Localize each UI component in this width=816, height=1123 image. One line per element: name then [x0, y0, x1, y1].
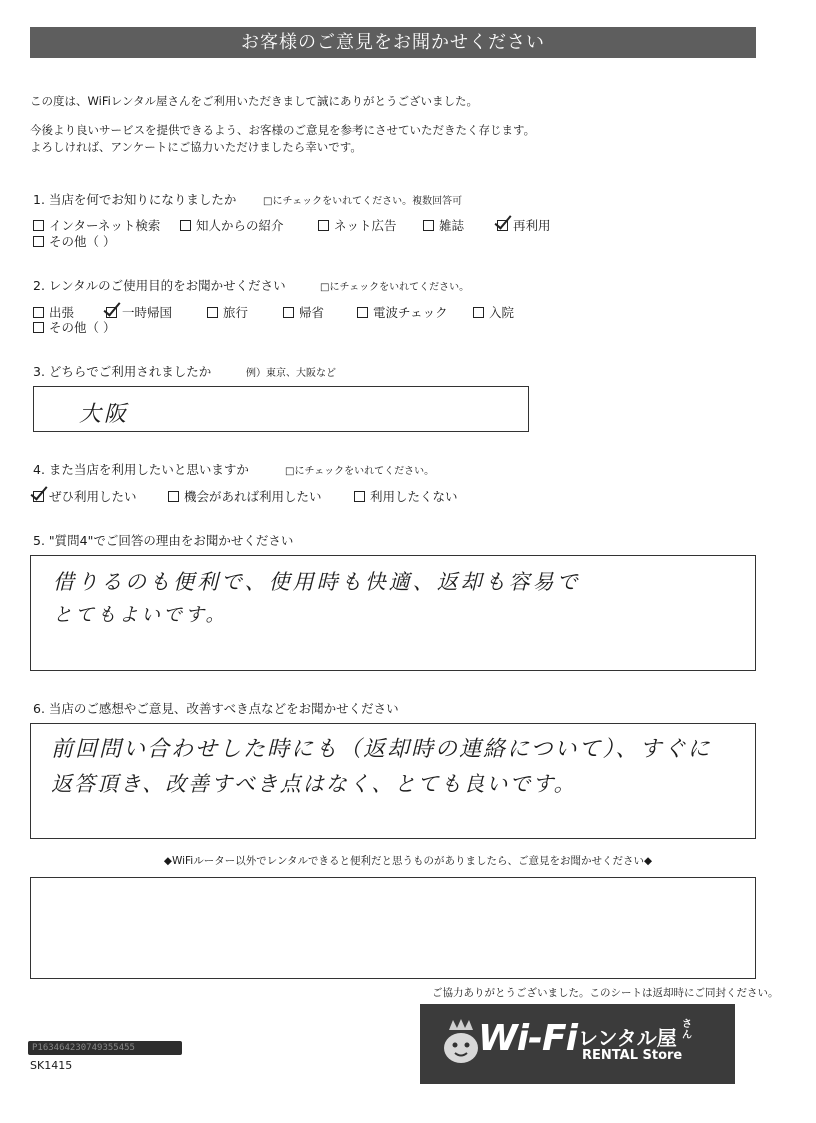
- q6-answer-line-2: 返答頂き、改善すべき点はなく、とても良いです。: [51, 772, 577, 796]
- intro-line-2: 今後より良いサービスを提供できるよう、お客様のご意見を参考にさせていただきたく存じます。: [30, 123, 536, 137]
- logo-wifi-text: Wi-Fi: [478, 1018, 577, 1059]
- checkbox-icon[interactable]: [33, 220, 44, 231]
- logo-san-text: さん: [682, 1019, 692, 1041]
- serial-number: P163464230749355455: [28, 1041, 182, 1055]
- q2-label: 2. レンタルのご使用目的をお聞かせください: [33, 278, 286, 293]
- checkbox-icon[interactable]: [283, 307, 294, 318]
- q4-option-no[interactable]: 利用したくない: [354, 487, 458, 505]
- q1-option-other[interactable]: その他（ ）: [33, 232, 115, 250]
- q1-option-referral[interactable]: 知人からの紹介: [180, 216, 284, 234]
- q2-option-travel[interactable]: 旅行: [207, 303, 248, 321]
- logo-english-text: RENTAL Store: [582, 1048, 683, 1063]
- thanks-note: ご協力ありがとうございました。このシートは返却時にご同封ください。: [432, 987, 779, 999]
- checkbox-checked-icon[interactable]: [497, 220, 508, 231]
- q3-answer-text: 大阪: [79, 402, 130, 427]
- checkbox-icon[interactable]: [168, 491, 179, 502]
- q3-note: 例）東京、大阪など: [246, 368, 336, 379]
- checkbox-icon[interactable]: [357, 307, 368, 318]
- q6-answer-line-1: 前回問い合わせした時にも（返却時の連絡について）、すぐに: [51, 737, 712, 762]
- q4-label: 4. また当店を利用したいと思いますか: [33, 462, 249, 477]
- q2-option-hospital[interactable]: 入院: [473, 303, 514, 321]
- checkbox-icon[interactable]: [33, 236, 44, 247]
- q6-label: 6. 当店のご感想やご意見、改善すべき点などをお聞かせください: [33, 701, 399, 716]
- checkbox-checked-icon[interactable]: [33, 491, 44, 502]
- checkbox-icon[interactable]: [354, 491, 365, 502]
- q2-option-signal-check[interactable]: 電波チェック: [357, 303, 448, 321]
- q1-label: 1. 当店を何でお知りになりましたか: [33, 192, 237, 207]
- intro-line-3: よろしければ、アンケートにご協力いただけましたら幸いです。: [30, 140, 362, 154]
- q2-option-business[interactable]: 出張: [33, 303, 74, 321]
- q5-answer-line-1: 借りるのも便利で、使用時も快適、返却も容易で: [53, 570, 581, 594]
- q1-option-internet[interactable]: インターネット検索: [33, 216, 160, 234]
- intro-line-1: この度は、WiFiレンタル屋さんをご利用いただきまして誠にありがとうございました。: [30, 94, 479, 108]
- q2-option-other[interactable]: その他（ ）: [33, 318, 115, 336]
- checkbox-icon[interactable]: [33, 307, 44, 318]
- q5-label: 5. "質問4"でご回答の理由をお聞かせください: [33, 533, 294, 548]
- checkbox-checked-icon[interactable]: [106, 307, 117, 318]
- survey-title: お客様のご意見をお聞かせください: [30, 27, 756, 58]
- checkbox-icon[interactable]: [318, 220, 329, 231]
- q1-option-magazine[interactable]: 雑誌: [423, 216, 464, 234]
- q1-option-net-ad[interactable]: ネット広告: [318, 216, 397, 234]
- q2-note: □にチェックをいれてください。: [320, 282, 470, 293]
- wifi-rental-logo: [420, 1004, 735, 1084]
- checkbox-icon[interactable]: [33, 322, 44, 333]
- checkbox-icon[interactable]: [207, 307, 218, 318]
- checkbox-icon[interactable]: [473, 307, 484, 318]
- q5-answer-box[interactable]: [30, 555, 756, 671]
- q4-option-if-chance[interactable]: 機会があれば利用したい: [168, 487, 322, 505]
- q3-label: 3. どちらでご利用されましたか: [33, 364, 212, 379]
- q1-option-reuse[interactable]: 再利用: [497, 216, 551, 234]
- q7-label: ◆WiFiルーター以外でレンタルできると便利だと思うものがありましたら、ご意見をお聞かせください◆: [163, 855, 653, 867]
- q7-answer-box[interactable]: [30, 877, 756, 979]
- logo-japanese-text: レンタル屋: [578, 1026, 677, 1050]
- q1-note: □にチェックをいれてください。複数回答可: [263, 196, 463, 207]
- checkbox-icon[interactable]: [180, 220, 191, 231]
- q5-answer-line-2: とてもよいです。: [53, 604, 228, 626]
- q4-note: □にチェックをいれてください。: [285, 466, 435, 477]
- q2-option-homecoming[interactable]: 一時帰国: [106, 303, 172, 321]
- q6-answer-box[interactable]: [30, 723, 756, 839]
- checkbox-icon[interactable]: [423, 220, 434, 231]
- q3-answer-box[interactable]: [33, 386, 529, 432]
- mascot-icon: [440, 1018, 482, 1066]
- q2-option-visit-home[interactable]: 帰省: [283, 303, 324, 321]
- q4-option-definitely[interactable]: ぜひ利用したい: [33, 487, 137, 505]
- sheet-code: SK1415: [30, 1059, 73, 1072]
